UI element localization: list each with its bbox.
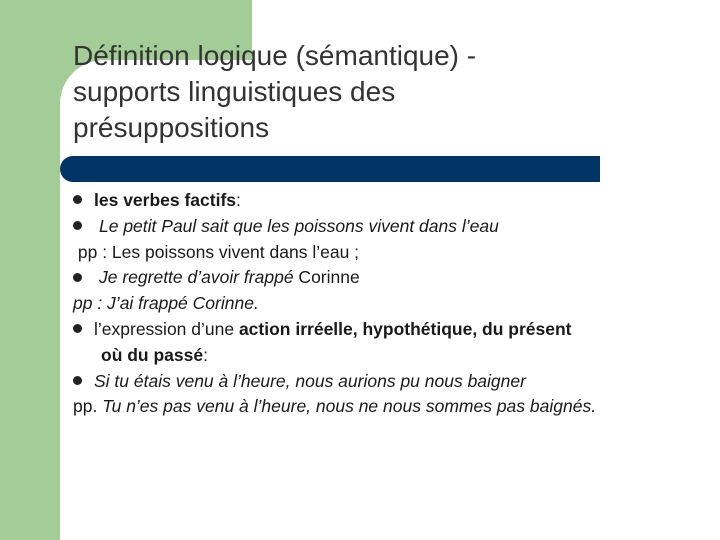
slide-title (73, 38, 673, 146)
text: Corinne (293, 267, 360, 288)
text: : (203, 344, 208, 365)
bullet-icon (73, 195, 82, 204)
bullet-icon (73, 376, 82, 385)
presupposition-line (73, 240, 703, 266)
text: pp. (73, 396, 103, 417)
example-sentence: Si tu étais venu à l’heure, nous aurions pu nous baigner (94, 370, 526, 391)
presupposition-line (73, 291, 703, 317)
text: pp : J’ai frappé Corinne. (73, 293, 259, 314)
presupposition-line (73, 394, 703, 420)
example-sentence: Le petit Paul sait que les poissons vivent dans l’eau (99, 215, 499, 236)
text: pp : Les poissons vivent dans l’eau ; (77, 241, 360, 262)
title-line-3: présuppositions (73, 112, 270, 143)
list-item (73, 369, 703, 395)
list-item (73, 317, 703, 343)
slide-body (73, 188, 703, 420)
list-item (73, 265, 703, 291)
title-divider-bar (60, 156, 600, 182)
text: Tu n’es pas venu à l’heure, nous ne nous sommes pas baignés. (102, 396, 597, 417)
title-line-2: supports linguistiques des (73, 76, 396, 107)
irreal-action-label: action irréelle, hypothétique, du présent (238, 318, 572, 339)
text: l’expression d’une (94, 318, 239, 339)
bullet-icon (73, 273, 82, 282)
list-item-continuation (73, 343, 703, 369)
example-sentence: Je regrette d’avoir frappé (99, 267, 294, 288)
factive-verbs-label: les verbes factifs (94, 190, 237, 210)
bullet-icon (73, 324, 82, 333)
list-item (73, 214, 703, 240)
text: : (236, 190, 241, 210)
title-line-1: Définition logique (sémantique) - (73, 40, 477, 71)
bullet-icon (73, 221, 82, 230)
text: où du passé (101, 344, 204, 365)
list-item (73, 188, 703, 214)
